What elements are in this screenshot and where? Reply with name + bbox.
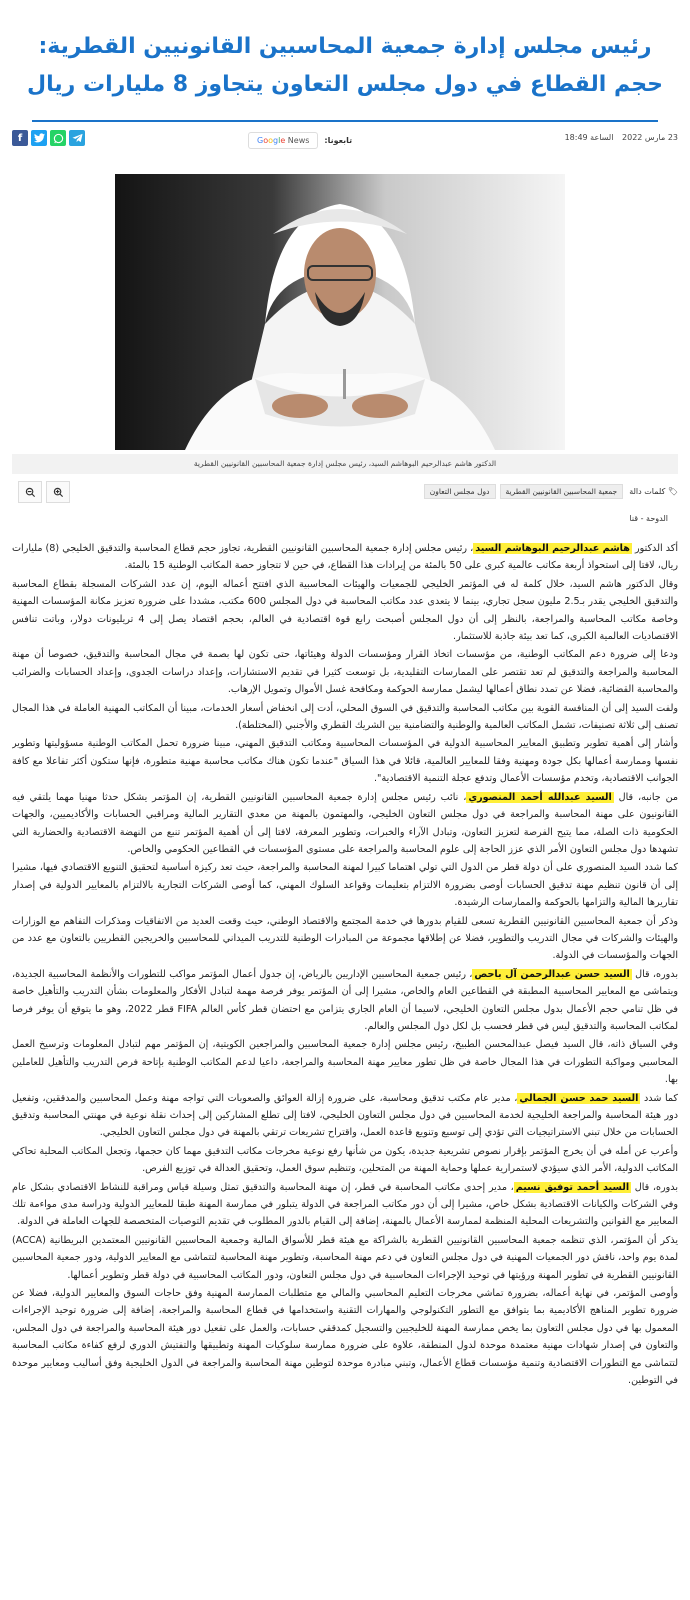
tag-item[interactable]: دول مجلس التعاون [424,484,496,499]
share-buttons [12,130,88,146]
tags-list [420,484,678,499]
paragraph: كما شدد السيد حمد حسن الجمالي، مدير عام مكتب تدقيق ومحاسبة، على ضرورة إزالة العوائق والصعوبات التي تواجه مهنة وعمل المحاسبين والمدققين، وتفعيل دور هيئة المحاسبة والمراجعة الخليجية لخدمة المحاسبين في دول مجلس التعاون الخليجي، لافتا إلى تطلع المشاركين إلى إحداث نقلة نوعية في مهنتي المحاسبة وتدقيق الحسابات من خلال تبني الاستراتيجيات التي تؤدي إلى توسيع وتنويع قاعدة العمل، واقتراح تشريعات ترتقي بالمهنة في دول مجلس التعاون الخليجي. [12,1092,678,1139]
highlighted-name: هاشم عبدالرحيم البوهاشم السيد [475,543,630,554]
google-news-button[interactable] [248,132,318,149]
paragraph: بدوره، قال السيد حسن عبدالرحمن آل باحص، رئيس جمعية المحاسبين الإداريين بالرياض، إن جدول أعمال المؤتمر مواكب للتطورات والأنظمة المحاسبية الجديدة، ويتماشى مع المعايير المحاسبية المطبقة في القطاعين العام والخاص، مشيرا إلى أن المؤتمر يوفر فرصة مهمة لتبادل الأفكار والمعلومات بشأن التدريب والتأهيل خاصة في ظل تنامي حجم الأعمال بدول مجلس التعاون الخليجي، لاسيما أن العام الجاري يتزامن مع احتضان قطر كأس العالم FIFA قطر 2022، وهو ما يتوقع أن يوفر فرصا لمكاتب المحاسبة والتدقيق ليس في قطر فحسب بل لكل دول المجلس والعالم. [12,968,678,1032]
paragraph: ولفت السيد إلى أن المنافسة القوية بين مكاتب المحاسبة والتدقيق في السوق المحلي، أدت إلى انخفاض أسعار الخدمات، مبينا أن المكاتب المهنية العاملة في هذا المجال تصنف إلى ثلاثة تصنيفات، تشمل المكاتب العالمية والوطنية والتضامنية بين الشريك القطري والأجنبي (المختلطة). [12,702,678,732]
paragraph: وأعرب عن أمله في أن يخرج المؤتمر بإقرار نصوص تشريعية جديدة، يكون من شأنها رفع نوعية مخرجات مكاتب التدقيق مهما كان حجمها، وتجعل المكاتب المحلية تحاكي المكاتب الدولية، الأمر الذي سيؤدي لاستمرارية عملها وحماية المهنة من المتحلين، وتنظيم سوق العمل، وتحقيق العدالة في توزيع الفرص. [12,1145,678,1175]
dateline: الدوحة - قنا [629,514,668,523]
tag-icon: 🏷 [667,487,678,496]
paragraph: يذكر أن المؤتمر، الذي تنظمه جمعية المحاسبين القانونيين القطرية بالشراكة مع هيئة قطر للأسواق المالية وجمعية المحاسبين القانونيين المعتمدين البريطانية (ACCA) لمدة يوم واحد، ناقش دور الجمعيات المهنية في دول مجلس التعاون في دعم مهنة المحاسبة، وتطوير مهنة المحاسبة لتتماشى مع المعايير الدولية، ودور جمعية المحاسبين القانونيين القطرية في تطوير المهنة ورؤيتها في توحيد الإجراءات المحاسبية في دول مجلس التعاون، ودور المكاتب المحاسبية في دولة قطر وتطوير أعمالها. [12,1234,678,1281]
paragraph: وذكر أن جمعية المحاسبين القانونيين القطرية تسعى للقيام بدورها في خدمة المجتمع والاقتصاد الوطني، حيث وقعت العديد من الاتفاقيات ومذكرات التفاهم مع الوزارات والهيئات والشركات في مجال التدريب والتطوير، فضلا عن إطلاقها مجموعة من المبادرات الوطنية للتدريب الميداني للمحاسبين والخريجين القطريين بالتعاون مع عدد من الجهات والمؤسسات في الدولة. [12,915,678,962]
article-body [12,540,678,1600]
highlighted-name: السيد حسن عبدالرحمن آل باحص [474,968,630,980]
zoom-out-button[interactable] [18,481,42,503]
paragraph: وقال الدكتور هاشم السيد، خلال كلمة له في المؤتمر الخليجي للجمعيات والهيئات المحاسبية الذي افتتح أعماله اليوم، إن عدد الشركات المسجلة بقطاع المحاسبة والتدقيق الخليجي يقدر بـ2.5 مليون سجل تجاري، بينما لا يتعدى عدد مكاتب المحاسبة في دول المجلس 600 مكتب، مشددا على ضرورة تعزيز مكانة المؤسسات المهنية وخاصة مكاتب المحاسبة والمراجعة، بالنظر إلى أن دول المجلس أصبحت رابع قوة اقتصادية في العالم، بحجم اقتصاد يصل إلى 4 تريليونات دولار، وباتت تنافس الاقتصاديات العالمية الكبرى، كما تعد بيئة جاذبة للاستثمار. [12,578,678,643]
paragraph: وفي السياق ذاته، قال السيد فيصل عبدالمحسن الطبيخ، رئيس مجلس إدارة جمعية المحاسبين والمراجعين الكويتية، إن المؤتمر مهم لتبادل المعلومات وترسيخ العمل المحاسبي ومواكبة التطورات في هذا المجال خاصة في ظل تطور معايير مهنة المحاسبة والمراجعة، داعيا لدعم المكاتب الوطنية بإتاحة فرص التدريب والتأهيل للعاملين بها. [12,1039,678,1086]
follow-label: تابعونا: [324,135,353,145]
article-headline: رئيس مجلس إدارة جمعية المحاسبين القانونيين القطرية: حجم القطاع في دول مجلس التعاون يتجاوز 8 مليارات ريال [27,34,663,97]
google-news-label: News [287,135,310,145]
paragraph: ودعا إلى ضرورة دعم المكاتب الوطنية، من مؤسسات اتخاذ القرار ومؤسسات الدولة وهيئاتها، حتى تكون لها بصمة في مجال المحاسبة والتدقيق، خصوصا أن مهنة المحاسبة والمراجعة والتدقيق لم تعد تقتصر على الممارسات التقليدية، بل توسعت كثيرا في تقديم الاستشارات، وإعداد دراسات الجدوى، وإعداد الحسابات والضرائب والمحاسبة القضائية، فضلا عن تمدد نطاق أعمالها ليشمل ممارسة الحوكمة ومكافحة غسل الأموال وتمويل الإرهاب. [12,649,678,696]
time-text: الساعة 18:49 [564,133,614,142]
tags-label [629,487,678,496]
zoom-in-button[interactable] [46,481,70,503]
article-meta-bar [12,128,678,152]
google-logo: Google [257,135,286,145]
font-size-controls [18,481,74,503]
telegram-icon[interactable] [69,130,85,146]
portrait-illustration [115,174,565,450]
follow-us [248,130,352,150]
paragraph: أكد الدكتور هاشم عبدالرحيم البوهاشم السيد، رئيس مجلس إدارة جمعية المحاسبين القانونيين القطرية، تجاوز حجم قطاع المحاسبة والتدقيق الخليجي (8) مليارات ريال، لافتا إلى استحواذ أربعة مكاتب عالمية كبرى على 50 بالمئة من إيرادات هذا القطاع، في حين لا تتجاوز حصة المكاتب الوطنية 15 بالمئة. [12,543,678,572]
twitter-icon[interactable] [31,130,47,146]
paragraph: وأوصى المؤتمر، في نهاية أعماله، بضرورة تماشي مخرجات التعليم المحاسبي والمالي مع متطلبات الممارسة المهنية وفق حاجات السوق والمعايير الدولية، فضلا عن ضرورة تطوير المناهج الأكاديمية بما يتوافق مع التطور التكنولوجي والمهارات التقنية واستخدامها في قطاع المحاسبة والمراجعة، إضافة إلى ضرورة توحيد الإجراءات المعمول بها في دول مجلس التعاون بما يخص ممارسة المهنة للخليجيين والتسجيل كمدققي حسابات، والعمل على تفعيل دور هيئة المحاسبة والمراجعة في دول المجلس، والتعاون في إصدار شهادات مهنية معتمدة موحدة لدول المنطقة، علاوة على ضرورة ممارسة سلوكيات المهنة وتطبيقها والتفتيش الدوري لرفع كفاءة مكاتب المحاسبة لتتماشى مع التطورات الاقتصادية وتنمية مؤسسات قطاع الأعمال، وتبني مبادرة موحدة لتوطين مهنة المحاسبة والمراجعة في الدول الخليجية وفق أساليب ومعايير موحدة في التوطين. [12,1288,678,1387]
paragraph: بدوره، قال السيد أحمد توفيق نسيم، مدير إحدى مكاتب المحاسبة في قطر، إن مهنة المحاسبة والتدقيق تمثل وسيلة قياس ومراقبة للنشاط الاقتصادي بشكل عام وفي الشركات والكيانات الاقتصادية بشكل خاص، مشيرا إلى أن دور مكاتب المراجعة في الدولة يتبلور في ممارسة المهنة طبقا للمعايير الدولية ودراسة مدى مواءمة تلك المعايير مع القوانين والتشريعات المحلية المنظمة لممارسة الأعمال بالمهنة، إضافة إلى القيام بالدور المطلوب في تقديم التوصيات المتخصصة للجهات العاملة في الدولة. [12,1181,678,1228]
whatsapp-icon[interactable] [50,130,66,146]
zoom-in-icon [53,487,64,498]
zoom-out-icon [25,487,36,498]
headline-divider [32,120,658,122]
photo-caption: الدكتور هاشم عبدالرحيم البوهاشم السيد، رئيس مجلس إدارة جمعية المحاسبين القانونيين القطرية [12,454,678,474]
date-text: 23 مارس 2022 [622,133,678,142]
highlighted-name: السيد حمد حسن الجمالي [519,1092,639,1104]
tag-item[interactable]: جمعية المحاسبين القانونيين القطرية [500,484,624,499]
facebook-icon[interactable]: f [12,130,28,146]
paragraph: من جانبه، قال السيد عبدالله أحمد المنصوري، نائب رئيس مجلس إدارة جمعية المحاسبين القانونيين القطرية، إن المؤتمر يشكل حدثا مهنيا مهما يلتقي فيه القانونيون على مهنة المحاسبة والمراجعة في دول مجلس التعاون الخليجي، والمهتمون بالمهنة من معدي التقارير المالية ومراقبي الحسابات والأكاديميين، والجهات الحكومية ذات الصلة، مما يتيح الفرصة لتعزيز التعاون، وتبادل الآراء والخبرات، وتطوير المعرفة، لافتا إلى أن أهمية المؤتمر تنبع من النهضة الاقتصادية والحضارية التي تشهدها دول مجلس التعاون الأمر الذي عزز الحاجة إلى علوم المحاسبة والمراجعة على مستوى المؤسسات في القطاعين الحكومي والخاص. [12,791,678,855]
highlighted-name: السيد عبدالله أحمد المنصوري [468,791,612,803]
tags-label-text: كلمات دالة [629,487,666,496]
publish-date [559,133,678,142]
paragraph: وأشار إلى أهمية تطوير وتطبيق المعايير المحاسبية الدولية في المؤسسات المحاسبية ومكاتب التدقيق المهني، مبينا ضرورة تحمل المكاتب الوطنية مسؤوليتها وتطوير نفسها وممارسة أعمالها بكل جودة ومهنية وفقا للمعايير العالمية، قائلا في هذا السياق "عندما تكون هناك مكاتب محاسبة مهنية متطورة، فإنها ستكون أكثر تفاعلا مع كافة الجوانب الاقتصادية، وتخدم مؤسسات الأعمال وتدفع عجلة التنمية الاقتصادية". [12,738,678,785]
article-photo [115,174,565,450]
highlighted-name: السيد أحمد توفيق نسيم [515,1181,630,1193]
paragraph: كما شدد السيد المنصوري على أن دولة قطر من الدول التي تولي اهتماما كبيرا لمهنة المحاسبة والمراجعة، حيث تعد ركيزة أساسية لتحقيق التنويع الاقتصادي فيها، مشيرا إلى أن قانون تنظيم مهنة تدقيق الحسابات أوصى بضرورة الالتزام بتعليمات وقواعد السلوك المهني، كما أوصى الشركات التجارية بالالتزام بالمعايير الدولية في إصدار تقاريرها المالية والتزامها بالحوكمة والممارسات الرشيدة. [12,862,678,909]
article-tools [12,481,678,505]
